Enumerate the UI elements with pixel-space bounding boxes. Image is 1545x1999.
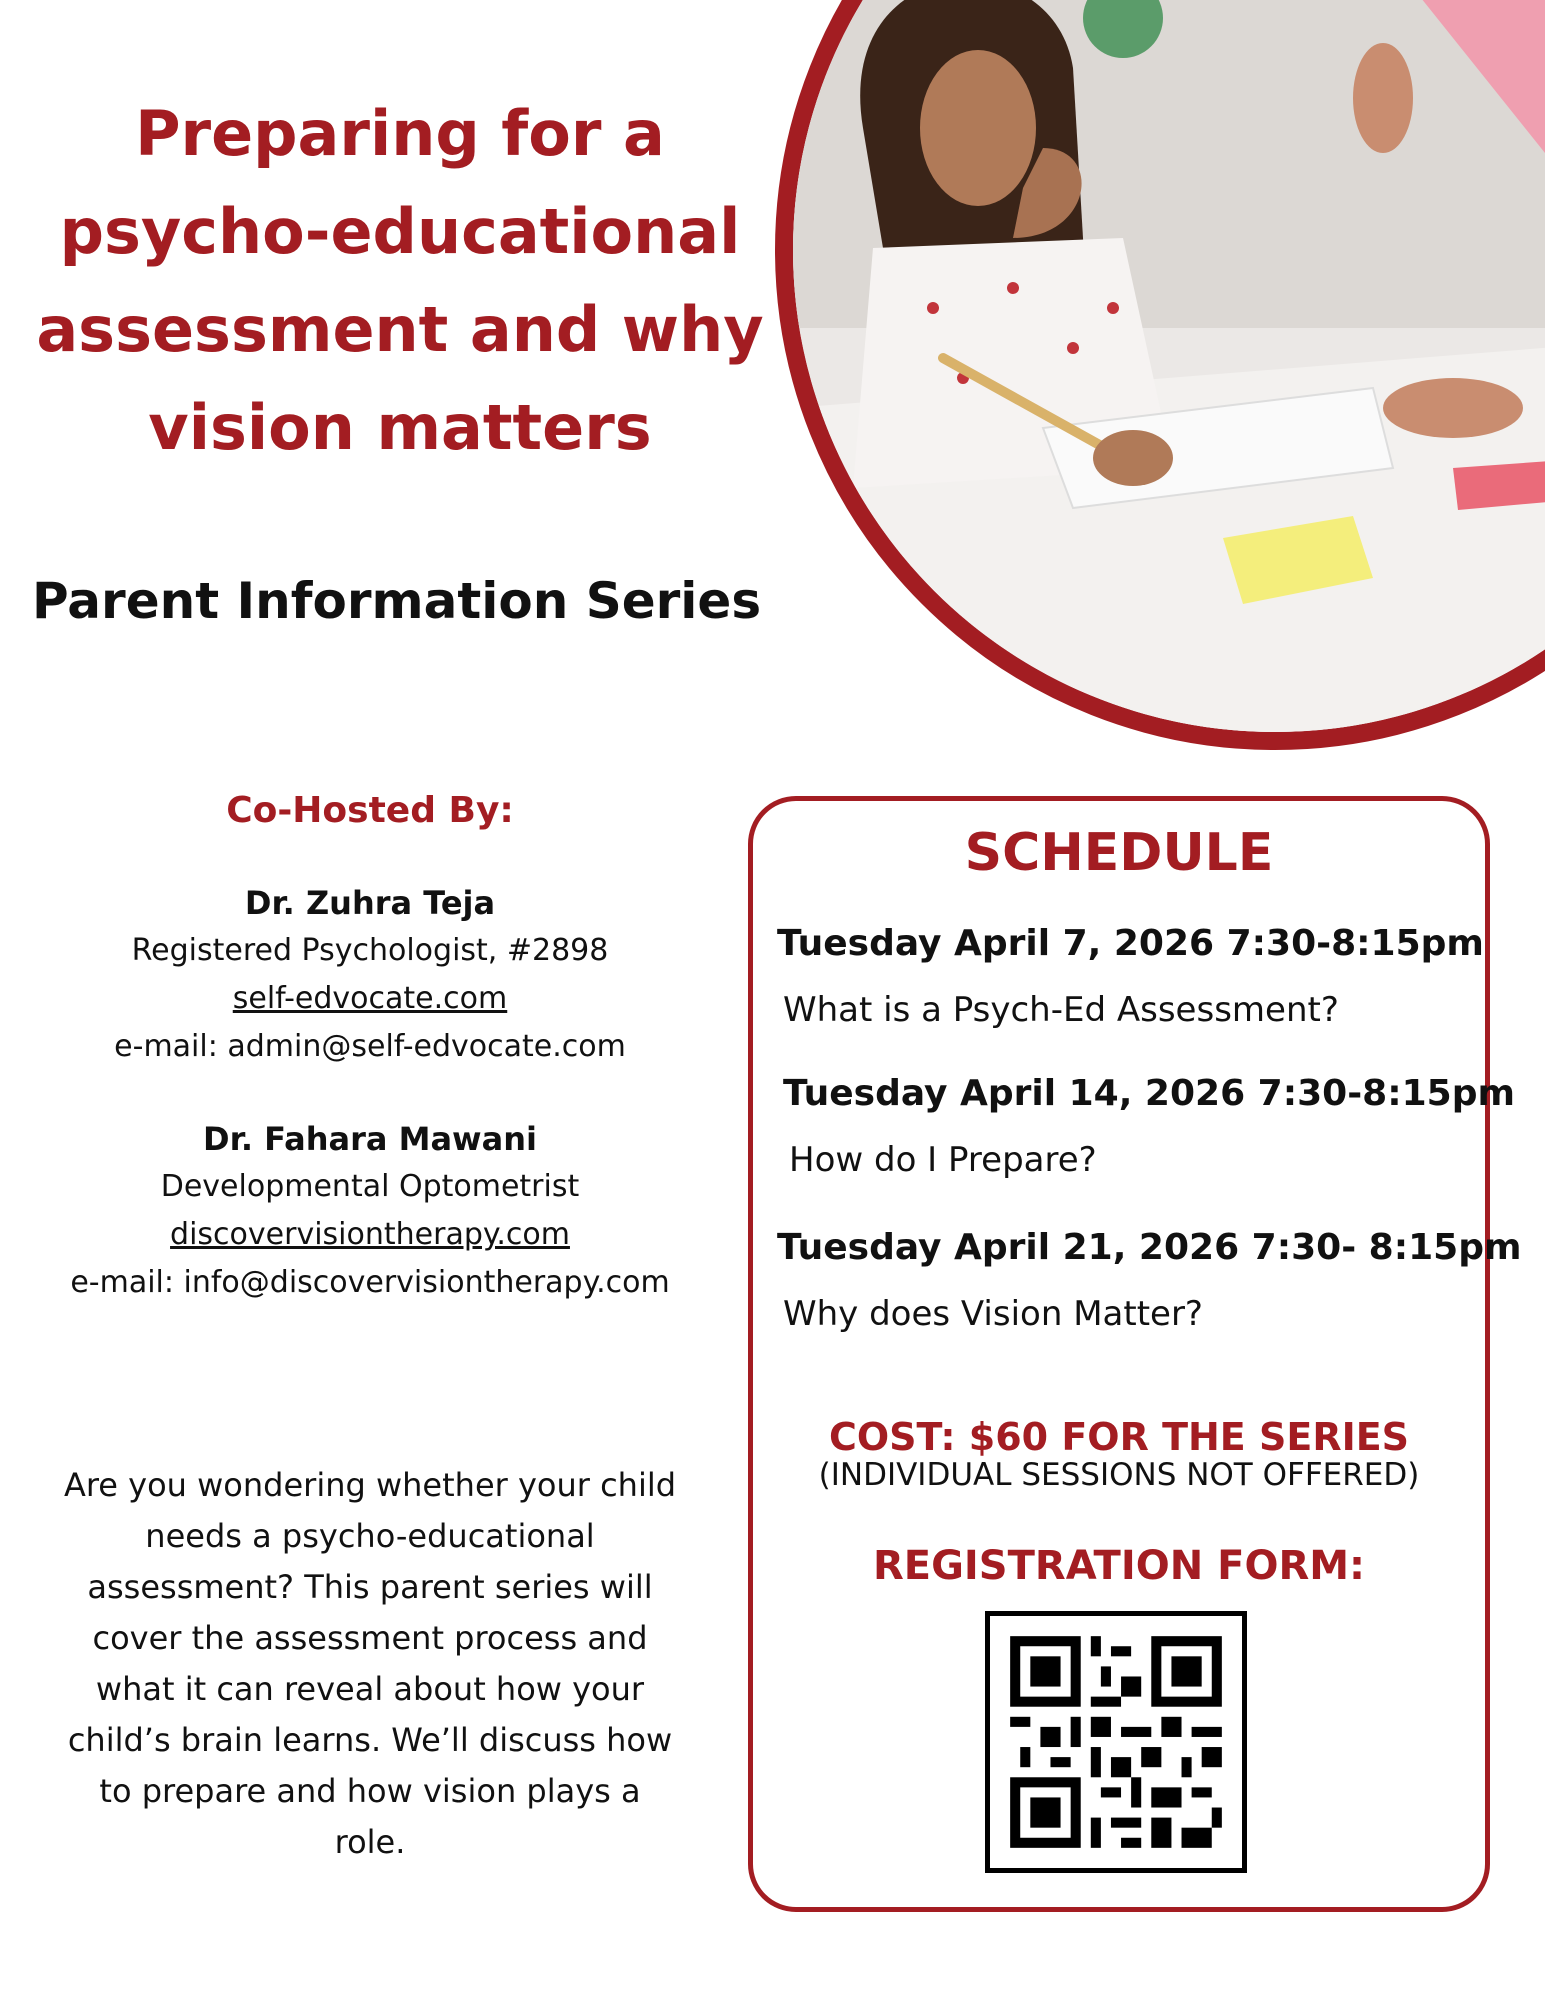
schedule-box bbox=[748, 796, 1522, 1912]
host-website-link[interactable]: self-edvocate.com bbox=[232, 981, 508, 1016]
session-datetime: Tuesday April 7, 2026 7:30-8:15pm bbox=[777, 923, 1484, 964]
title-line: vision matters bbox=[148, 391, 652, 464]
session-topic: Why does Vision Matter? bbox=[783, 1294, 1203, 1334]
schedule-heading: SCHEDULE bbox=[964, 823, 1274, 883]
cohost-section bbox=[30, 790, 710, 1351]
host-role: Registered Psychologist, #2898 bbox=[131, 933, 609, 968]
title-line: Preparing for a bbox=[135, 97, 665, 170]
host-name: Dr. Zuhra Teja bbox=[244, 884, 496, 922]
cost-block bbox=[753, 1415, 1485, 1493]
title-line: psycho-educational bbox=[59, 195, 741, 268]
session-datetime: Tuesday April 14, 2026 7:30-8:15pm bbox=[783, 1073, 1515, 1114]
host-email[interactable]: e-mail: info@discovervisiontherapy.com bbox=[70, 1265, 670, 1300]
schedule-session bbox=[777, 923, 1484, 1030]
session-topic: How do I Prepare? bbox=[789, 1140, 1097, 1180]
qr-code-graphic bbox=[990, 1616, 1242, 1868]
host-website-link[interactable]: discovervisiontherapy.com bbox=[170, 1217, 570, 1252]
host-email[interactable]: e-mail: admin@self-edvocate.com bbox=[114, 1029, 626, 1064]
cost-note: (INDIVIDUAL SESSIONS NOT OFFERED) bbox=[818, 1457, 1420, 1493]
qr-code-icon[interactable] bbox=[985, 1611, 1247, 1873]
hero-photo-illustration bbox=[793, 0, 1545, 750]
registration-heading: REGISTRATION FORM: bbox=[872, 1543, 1366, 1589]
schedule-session bbox=[777, 1227, 1522, 1334]
session-topic: What is a Psych-Ed Assessment? bbox=[783, 990, 1339, 1030]
schedule-session bbox=[783, 1073, 1515, 1180]
title-line: assessment and why bbox=[36, 293, 764, 366]
host-name: Dr. Fahara Mawani bbox=[203, 1120, 537, 1158]
cohost-heading: Co-Hosted By: bbox=[226, 790, 514, 831]
series-title: Parent Information Series bbox=[32, 572, 762, 630]
flyer-title bbox=[30, 85, 770, 477]
session-datetime: Tuesday April 21, 2026 7:30- 8:15pm bbox=[777, 1227, 1522, 1268]
host-card bbox=[30, 1115, 710, 1307]
host-card bbox=[30, 879, 710, 1071]
host-role: Developmental Optometrist bbox=[160, 1169, 580, 1204]
description-text: Are you wondering whether your child needs a psycho-educational assessment? This parent series will cover the assessment process and what it can reveal about how your child’s brain learns. We’ll discuss how to prepare and how vision plays a role. bbox=[63, 1466, 677, 1861]
hero-photo bbox=[775, 0, 1545, 750]
cost-label: COST: $60 FOR THE SERIES bbox=[828, 1415, 1410, 1459]
